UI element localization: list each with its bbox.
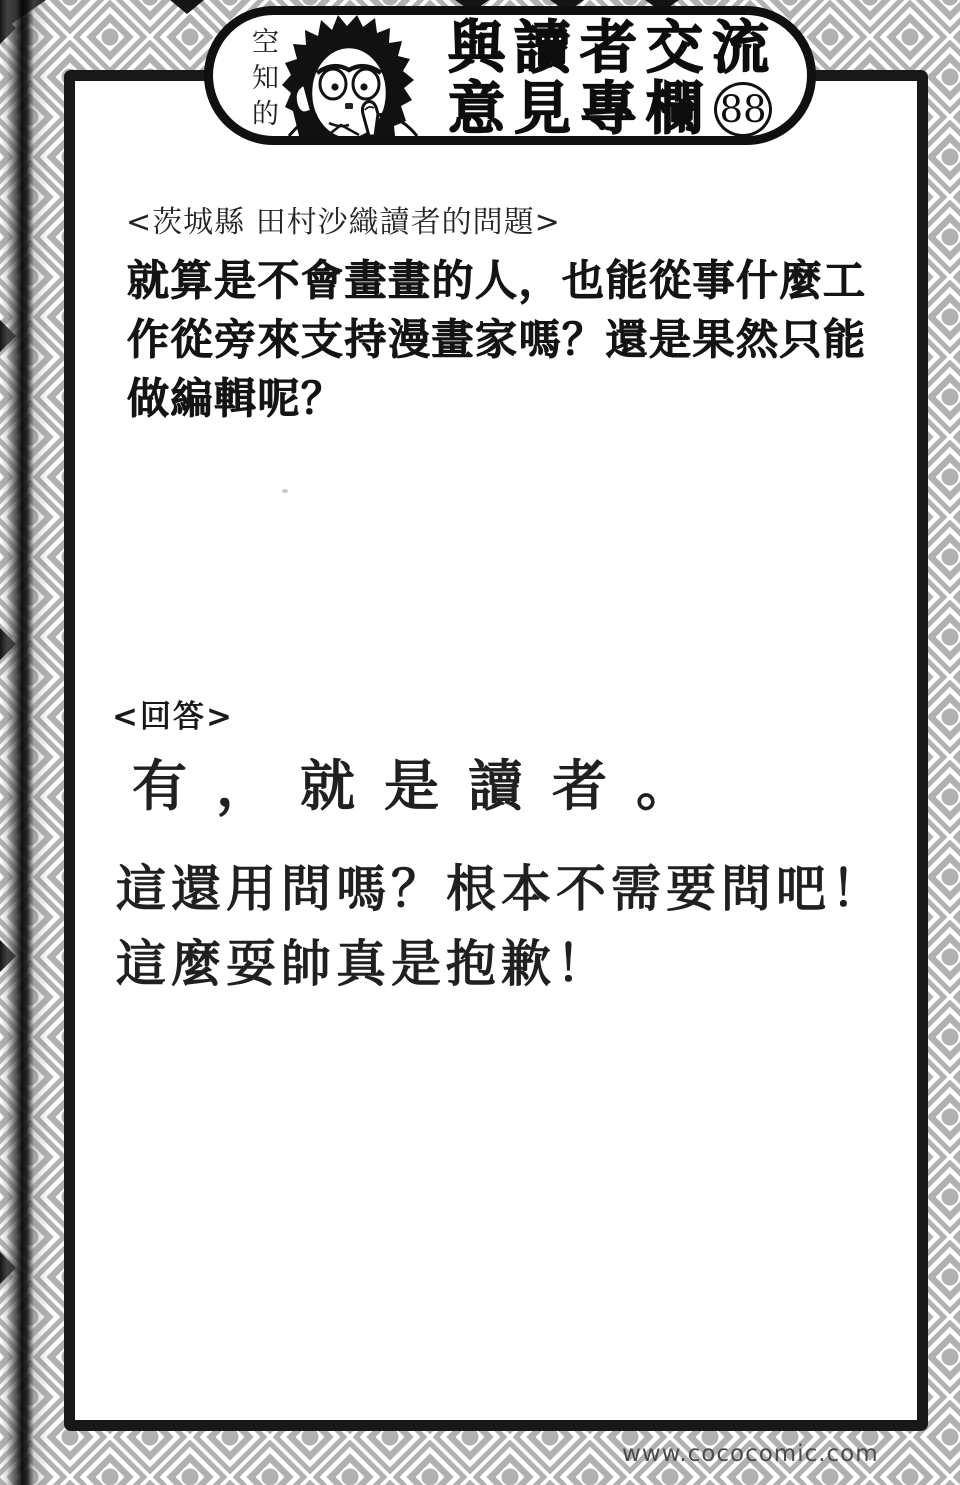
answer-line-1: 有，就是讀者。 [132, 754, 721, 818]
answer-label: <回答> [112, 699, 234, 735]
issue-number-badge: 88 [714, 82, 772, 137]
column-title [448, 15, 808, 142]
question-line: 作從旁來支持漫畫家嗎？還是果然只能 [127, 315, 867, 364]
site-watermark: www.cococomic.com [622, 1441, 879, 1467]
scan-speck [282, 489, 288, 493]
question-line: 做編輯呢？ [127, 374, 345, 423]
question-source-label: <茨城縣 田村沙織讀者的問題> [126, 205, 561, 240]
column-title-line1: 與讀者交流 [448, 15, 778, 81]
question-body [127, 251, 867, 428]
question-line: 就算是不會畫畫的人，也能從事什麼工 [127, 256, 867, 305]
answer-line-3: 這麼耍帥真是抱歉！ [116, 935, 611, 993]
book-spine-shadow [0, 0, 50, 1485]
column-title-line2: 意見專欄 [448, 76, 712, 142]
answer-line-2: 這還用問嗎？根本不需要問吧！ [116, 860, 886, 918]
column-header-badge [204, 6, 816, 145]
author-label: 空知的 [247, 27, 278, 135]
gorilla-avatar-icon [277, 15, 425, 136]
answer-lines-2-3 [116, 852, 886, 1002]
